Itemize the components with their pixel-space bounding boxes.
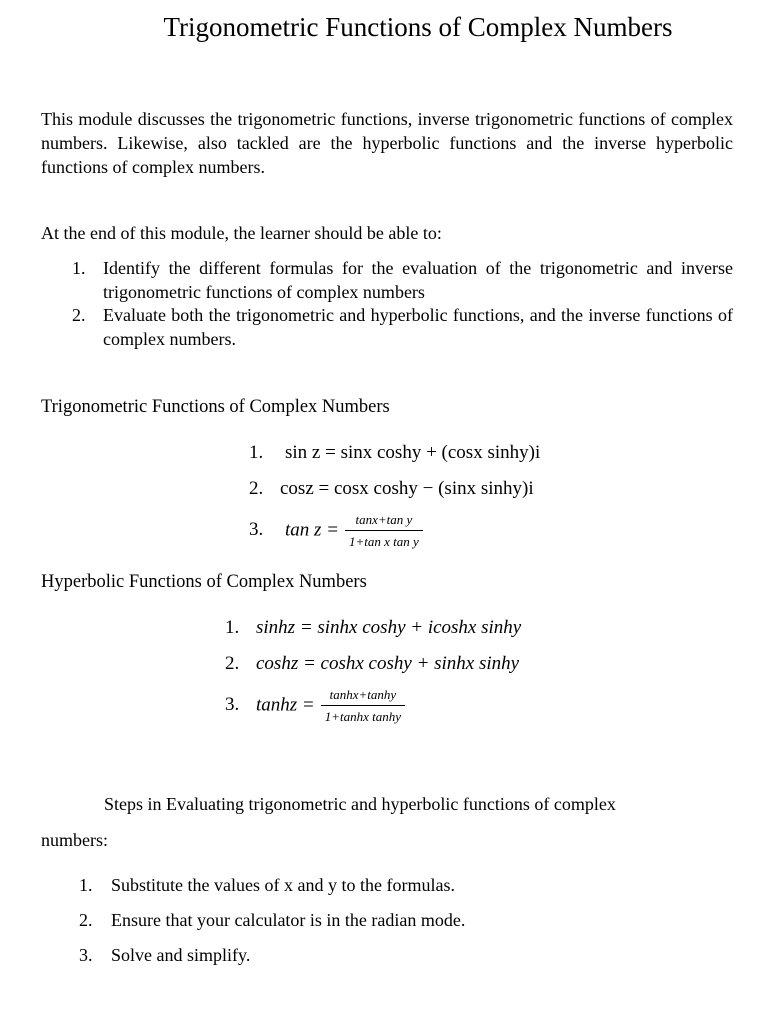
step-item: [79, 910, 465, 931]
formula-lhs: tanhz =: [256, 694, 315, 716]
formula-number: 2.: [249, 478, 264, 499]
step-number: 1.: [79, 875, 93, 895]
formula-number: 3.: [249, 519, 264, 541]
step-number: 2.: [79, 910, 93, 930]
trig-formula: [249, 442, 540, 464]
objectives-intro: At the end of this module, the learner should be able to:: [41, 223, 442, 243]
step-item: [79, 875, 455, 896]
objective-item: [72, 304, 733, 351]
formula-text: sin z = sinx coshy + (cosx sinhy)i: [285, 442, 541, 463]
formula-number: 3.: [225, 694, 240, 716]
step-text: Ensure that your calculator is in the radian mode.: [111, 910, 466, 930]
hyp-formula: [225, 653, 519, 675]
step-text: Solve and simplify.: [111, 945, 251, 965]
intro-paragraph: This module discusses the trigonometric functions, inverse trigonometric functions of complex numbers. Likewise, also tackled are the hyperbolic functions and the inverse hyperbolic functions of complex numbers.: [41, 109, 733, 177]
formula-lhs: tan z =: [285, 519, 339, 541]
formula-number: 2.: [225, 653, 240, 674]
steps-intro: Steps in Evaluating trigonometric and hyperbolic functions of complex: [104, 794, 616, 814]
trig-formula: [249, 512, 423, 550]
trig-formula: [249, 478, 534, 500]
fraction-numerator: tanhx+tanhy: [321, 687, 405, 706]
formula-text: coshz = coshx coshy + sinhx sinhy: [256, 653, 520, 674]
hyp-formula: [225, 617, 521, 639]
objective-item: [72, 257, 733, 304]
trig-section-heading: Trigonometric Functions of Complex Numbers: [41, 397, 390, 417]
step-item: [79, 945, 250, 966]
fraction: [321, 687, 405, 725]
formula-number: 1.: [225, 617, 240, 638]
objective-number: 1.: [72, 258, 86, 278]
fraction: [345, 512, 423, 550]
hyp-formula: [225, 687, 405, 725]
page-title: Trigonometric Functions of Complex Numbers: [163, 12, 673, 42]
fraction-denominator: 1+tan x tan y: [349, 534, 419, 549]
formula-text: sinhz = sinhx coshy + icoshx sinhy: [256, 617, 522, 638]
hyp-section-heading: Hyperbolic Functions of Complex Numbers: [41, 572, 367, 592]
objective-text: Evaluate both the trigonometric and hyperbolic functions, and the inverse functions of complex numbers.: [103, 305, 733, 349]
formula-text: cosz = cosx coshy − (sinx sinhy)i: [280, 478, 534, 499]
objective-text: Identify the different formulas for the evaluation of the trigonometric and inverse trigonometric functions of complex numbers: [103, 258, 733, 302]
formula-number: 1.: [249, 442, 264, 463]
step-text: Substitute the values of x and y to the formulas.: [111, 875, 455, 895]
fraction-denominator: 1+tanhx tanhy: [324, 709, 402, 724]
steps-intro-continued: numbers:: [41, 830, 108, 850]
step-number: 3.: [79, 945, 93, 965]
fraction-numerator: tanx+tan y: [345, 512, 423, 531]
objective-number: 2.: [72, 305, 86, 325]
